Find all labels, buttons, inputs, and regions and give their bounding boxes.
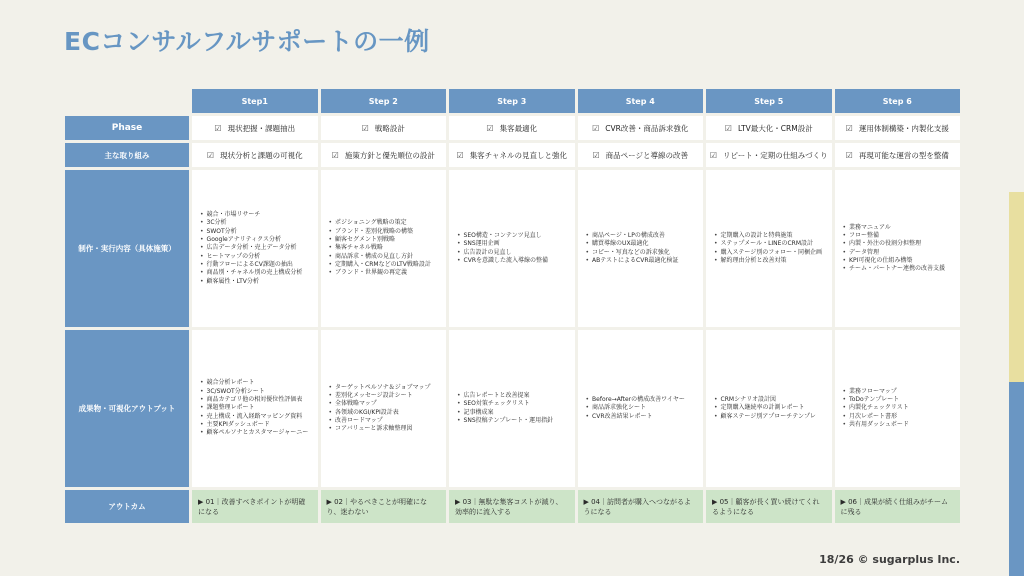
phase-cell [835, 116, 961, 140]
outcome-cell: ▶ 04｜訪問者が購入へつながるようになる [578, 490, 704, 523]
checkbox-icon: ☑ [486, 123, 494, 133]
initiative-cell [578, 143, 704, 167]
list-item: • ステップメール・LINEのCRM設計 [714, 240, 822, 248]
step-header: Step1 [192, 89, 318, 113]
list-item: • 広告レポートと改善提案 [457, 392, 553, 400]
list-item: • Before→Afterの構成改善ワイヤー [586, 396, 685, 404]
list-item: • 競合・市場リサーチ [200, 211, 302, 219]
checkbox-icon: ☑ [592, 123, 600, 133]
list-item: • ターゲットペルソナ＆ジョブマップ [329, 384, 431, 392]
execution-cell [706, 170, 832, 327]
row-label-initiatives: 主な取り組み [65, 143, 189, 167]
list-item: • 購入ステージ別のフォロー・同梱企画 [714, 249, 822, 257]
list-item: • ブランド・差別化戦略の構築 [329, 228, 431, 236]
step-header: Step 3 [449, 89, 575, 113]
list-item: • 顧客セグメント別戦略 [329, 236, 431, 244]
list-item: • 購買導線のUX最適化 [586, 240, 679, 248]
list-item: • 差別化メッセージ設計シート [329, 392, 431, 400]
page-title: ECコンサルフルサポートの一例 [64, 27, 430, 56]
row-label-outcome: アウトカム [65, 490, 189, 523]
initiative-text: 現状分析と課題の可視化 [220, 150, 303, 160]
phase-text: 運用体制構築・内製化支援 [858, 123, 949, 133]
list-item: • ToDoテンプレート [843, 396, 909, 404]
list-item: • 商品カテゴリ他の相対優位性評価表 [200, 396, 308, 404]
list-item: • 定期購入継続率の計測レポート [714, 404, 816, 412]
list-item: • KPI可視化の仕組み構築 [843, 257, 946, 265]
list-item: • SNS投稿テンプレート・運用指針 [457, 417, 553, 425]
list-item: • ABテストによるCVR最適化検証 [586, 257, 679, 265]
side-accent-yellow [1009, 192, 1024, 382]
phase-cell [706, 116, 832, 140]
list-item: • 各領域のKGI/KPI設計表 [329, 409, 431, 417]
checkbox-icon: ☑ [206, 150, 215, 160]
row-label-deliverables: 成果物・可視化アウトプット [65, 330, 189, 487]
list-item: • 主要KPIダッシュボード [200, 421, 308, 429]
list-item: • 顧客属性・LTV分析 [200, 278, 302, 286]
outcome-cell: ▶ 02｜やるべきことが明確になり、迷わない [321, 490, 447, 523]
deliverable-cell [449, 330, 575, 487]
deliverable-cell [192, 330, 318, 487]
checkbox-icon: ☑ [361, 123, 369, 133]
checkbox-icon: ☑ [845, 123, 853, 133]
initiative-cell [706, 143, 832, 167]
outcome-cell: ▶ 01｜改善すべきポイントが明確になる [192, 490, 318, 523]
phase-cell [449, 116, 575, 140]
step-header: Step 6 [835, 89, 961, 113]
phase-text: 集客最適化 [499, 123, 538, 133]
initiative-cell [449, 143, 575, 167]
list-item: • チーム・パートナー連携の改善支援 [843, 265, 946, 273]
step-header: Step 5 [706, 89, 832, 113]
list-item: • 課題整理レポート [200, 404, 308, 412]
list-item: • 記事構成案 [457, 409, 553, 417]
list-item: • 商品訴求・構成の見直し方針 [329, 253, 431, 261]
initiative-text: 商品ページと導線の改善 [605, 150, 689, 160]
side-accent-blue [1009, 382, 1024, 576]
row-label-phase: Phase [65, 116, 189, 140]
list-item: • 商品訴求強化シート [586, 404, 685, 412]
list-item: • データ管理 [843, 249, 946, 257]
list-item: • 顧客ステージ別アプローチテンプレ [714, 413, 816, 421]
list-item: • 広告設計の見直し [457, 249, 548, 257]
checkbox-icon: ☑ [724, 123, 732, 133]
initiative-cell [321, 143, 447, 167]
list-item: • 内製・外注の役割分担整理 [843, 240, 946, 248]
list-item: • ヒートマップの分析 [200, 253, 302, 261]
execution-cell [835, 170, 961, 327]
phase-text: 戦略設計 [374, 123, 405, 133]
phase-text: 現状把握・課題抽出 [227, 123, 296, 133]
step-header: Step 4 [578, 89, 704, 113]
phase-cell [578, 116, 704, 140]
list-item: • 改善ロードマップ [329, 417, 431, 425]
initiative-cell [835, 143, 961, 167]
deliverable-cell [321, 330, 447, 487]
initiative-text: 集客チャネルの見直しと強化 [469, 150, 567, 160]
list-item: • CVR改善結果レポート [586, 413, 685, 421]
list-item: • 業務フローマップ [843, 388, 909, 396]
outcome-cell: ▶ 05｜顧客が長く買い続けてくれるようになる [706, 490, 832, 523]
initiative-text: 施策方針と優先順位の設計 [344, 150, 435, 160]
phase-text: LTV最大化・CRM設計 [737, 123, 813, 133]
checkbox-icon: ☑ [331, 150, 339, 160]
list-item: • 3C/SWOT分析シート [200, 388, 308, 396]
list-item: • コピー・写真などの訴求強化 [586, 249, 679, 257]
list-item: • SEO構造・コンテンツ見直し [457, 232, 548, 240]
list-item: • 行動フローによるCV課題の抽出 [200, 261, 302, 269]
list-item: • CRMシナリオ設計図 [714, 396, 816, 404]
list-item: • 全体戦略マップ [329, 400, 431, 408]
execution-cell [192, 170, 318, 327]
checkbox-icon: ☑ [845, 150, 853, 160]
initiative-text: 再現可能な運営の型を整備 [858, 150, 949, 160]
list-item: • SWOT分析 [200, 228, 302, 236]
list-item: • 商品ページ・LPの構成改善 [586, 232, 679, 240]
outcome-cell: ▶ 03｜無駄な集客コストが減り、効率的に流入する [449, 490, 575, 523]
list-item: • 売上構成・流入経路マッピング資料 [200, 413, 308, 421]
corner-blank [65, 89, 189, 113]
list-item: • フロー整備 [843, 232, 946, 240]
list-item: • CVRを意識した流入導線の整備 [457, 257, 548, 265]
outcome-cell: ▶ 06｜成果が続く仕組みがチームに残る [835, 490, 961, 523]
execution-cell [321, 170, 447, 327]
list-item: • 共有用ダッシュボード [843, 421, 909, 429]
list-item: • 顧客ペルソナとカスタマージャーニー [200, 429, 308, 437]
list-item: • 集客チャネル戦略 [329, 244, 431, 252]
list-item: • Googleアナリティクス分析 [200, 236, 302, 244]
checkbox-icon: ☑ [214, 123, 222, 133]
list-item: • 商品別・チャネル別の売上構成分析 [200, 269, 302, 277]
support-table [65, 89, 960, 523]
execution-cell [449, 170, 575, 327]
checkbox-icon: ☑ [592, 150, 600, 160]
list-item: • 業務マニュアル [843, 224, 946, 232]
list-item: • 解約理由分析と改善対策 [714, 257, 822, 265]
initiative-text: リピート・定期の仕組みづくり [723, 150, 828, 160]
list-item: • 定期購入・CRMなどのLTV戦略設計 [329, 261, 431, 269]
list-item: • 競合分析レポート [200, 379, 308, 387]
step-header: Step 2 [321, 89, 447, 113]
list-item: • 月次レポート書形 [843, 413, 909, 421]
list-item: • SNS運用企画 [457, 240, 548, 248]
phase-text: CVR改善・商品訴求強化 [605, 123, 689, 133]
list-item: • ブランド・世界観の再定義 [329, 269, 431, 277]
page-footer: 18/26 © sugarplus Inc. [819, 553, 960, 566]
list-item: • 内製化チェックリスト [843, 404, 909, 412]
list-item: • 広告データ分析・売上データ分析 [200, 244, 302, 252]
phase-cell [321, 116, 447, 140]
checkbox-icon: ☑ [456, 150, 464, 160]
deliverable-cell [835, 330, 961, 487]
list-item: • 3C分析 [200, 219, 302, 227]
list-item: • 定期購入の設計と特典施策 [714, 232, 822, 240]
row-label-execution: 制作・実行内容（具体施策） [65, 170, 189, 327]
checkbox-icon: ☑ [709, 150, 718, 160]
phase-cell [192, 116, 318, 140]
deliverable-cell [706, 330, 832, 487]
list-item: • ポジショニング戦略の策定 [329, 219, 431, 227]
initiative-cell [192, 143, 318, 167]
list-item: • SEO対策チェックリスト [457, 400, 553, 408]
deliverable-cell [578, 330, 704, 487]
execution-cell [578, 170, 704, 327]
list-item: • コアバリューと訴求軸整理図 [329, 425, 431, 433]
